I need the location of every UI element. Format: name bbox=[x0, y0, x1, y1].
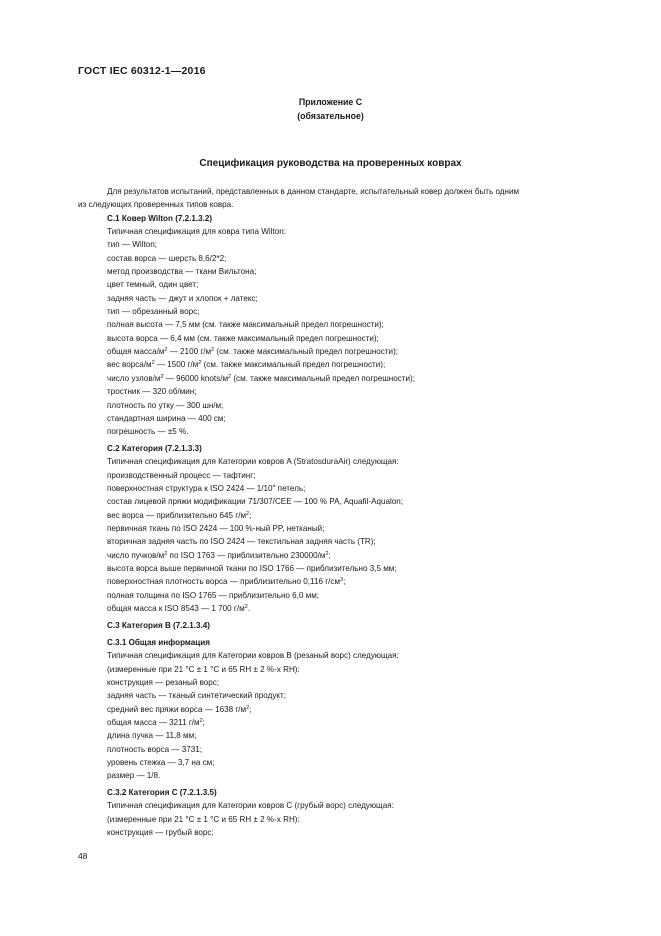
spec-line: Типичная спецификация для Категории ковров A (StratosduraAir) следующая: bbox=[107, 457, 399, 467]
spec-line: плотность по утку — 300 шн/м; bbox=[107, 400, 224, 410]
document-body bbox=[78, 185, 587, 840]
spec-line: стандартная ширина — 400 см; bbox=[107, 413, 226, 423]
spec-line: состав лицевой пряжи модификации 71/307/CEE — 100 % PA, Aquafil-Aqualon; bbox=[107, 497, 404, 507]
section-c2-heading: С.2 Категория (7.2.1.3.3) bbox=[107, 444, 202, 454]
spec-line: первичная ткань по ISO 2424 — 100 %-ный PP, нетканый; bbox=[107, 524, 325, 534]
spec-line: высота ворса — 6,4 мм (см. также максимальный предел погрешности); bbox=[107, 333, 379, 343]
spec-line: (измеренные при 21 °С ± 1 °С и 65 RH ± 2 %-х RH): bbox=[107, 664, 300, 674]
spec-line: Типичная спецификация для ковра типа Wilton: bbox=[107, 227, 286, 237]
spec-line-yarn-weight: средний вес пряжи ворса — 1638 $г/м^2$; bbox=[107, 704, 252, 714]
spec-line: метод производства — ткани Вильтона; bbox=[107, 267, 257, 277]
spec-line: полная толщина по ISO 1765 — приблизительно 6,0 мм; bbox=[107, 590, 320, 600]
spec-line: Типичная спецификация для Категории ковров B (резаный ворс) следующая: bbox=[107, 651, 399, 661]
annex-heading bbox=[0, 95, 661, 123]
annex-status: (обязательное) bbox=[297, 111, 364, 121]
spec-line: задняя часть — джут и хлопок + латекс; bbox=[107, 293, 258, 303]
spec-line: высота ворса выше первичной ткани по ISO 1766 — приблизительно 3,5 мм; bbox=[107, 564, 397, 574]
spec-line: размер — 1/8. bbox=[107, 771, 161, 781]
intro-paragraph-line-2: из следующих проверенных типов ковра. bbox=[78, 200, 234, 210]
document-title: Спецификация руководства на проверенных коврах bbox=[199, 158, 462, 169]
spec-line-tufts: число пучков/$м^2$ по ISO 1763 — приблизительно $230000/м^2$; bbox=[107, 550, 331, 560]
section-c31-heading: С.3.1 Общая информация bbox=[107, 637, 210, 647]
spec-line: тип — Wilton; bbox=[107, 240, 157, 250]
spec-line: уровень стежка — 3,7 на см; bbox=[107, 757, 215, 767]
spec-line-pile-weight: вес ворса/$м^2$ — 1500 $г/м^2$ (см. также максимальный предел погрешности); bbox=[107, 360, 386, 370]
spec-line-knots: число узлов/$м^2$ — 96000 knots/$м^2$ (см. также максимальный предел погрешности); bbox=[107, 373, 415, 383]
document-header: ГОСТ IEC 60312-1—2016 bbox=[78, 65, 206, 77]
spec-line: Типичная спецификация для Категории ковров С (грубый ворс) следующая: bbox=[107, 801, 394, 811]
spec-line: погрешность — ±5 %. bbox=[107, 427, 189, 437]
spec-line: цвет темный, один цвет; bbox=[107, 280, 199, 290]
section-c1-heading: С.1 Ковер Wilton (7.2.1.3.2) bbox=[107, 213, 213, 223]
spec-line-total-mass: общая масса к ISO 8543 — 1 700 $г/м^2$. bbox=[107, 604, 250, 614]
spec-line-pile-weight: вес ворса — приблизительно 645 $г/м^2$; bbox=[107, 510, 252, 520]
spec-line: полная высота — 7,5 мм (см. также максимальный предел погрешности); bbox=[107, 320, 384, 330]
spec-line: плотность ворса — 3731; bbox=[107, 744, 203, 754]
section-c3-heading: С.3 Категория B (7.2.1.3.4) bbox=[107, 621, 210, 630]
spec-line-total-mass: общая масса/$м^2$ — 2100 $г/м^2$ (см. также максимальный предел погрешности); bbox=[107, 347, 399, 357]
spec-line: задняя часть — тканый синтетический продукт; bbox=[107, 691, 286, 701]
spec-line-total-mass: общая масса — 3211 $г/м^2$; bbox=[107, 717, 205, 727]
spec-line: поверхностная структура к ISO 2424 — 1/10" петель; bbox=[107, 484, 306, 494]
section-c32-heading: С.3.2 Категория С (7.2.1.3.5) bbox=[107, 788, 217, 798]
intro-paragraph-line-1: Для результатов испытаний, представленных в данном стандарте, испытательный ковер должен быть одним bbox=[107, 187, 520, 196]
spec-line-density: поверхностная плотность ворса — приблизительно 0,116 $г/см^3$; bbox=[107, 577, 346, 587]
spec-line: производственный процесс — тафтинг; bbox=[107, 470, 256, 480]
spec-line: длина пучка — 11,8 мм; bbox=[107, 731, 197, 741]
page-number: 48 bbox=[78, 851, 88, 861]
spec-line: тростник — 320 об/мин; bbox=[107, 387, 197, 397]
spec-line: вторичная задняя часть по ISO 2424 — текстильная задняя часть (TR); bbox=[107, 537, 376, 547]
annex-label: Приложение С bbox=[298, 97, 363, 107]
spec-line: конструкция — грубый ворс; bbox=[107, 828, 214, 838]
spec-line: конструкция — резаный ворс; bbox=[107, 677, 220, 687]
spec-line: тип — обрезанный ворс; bbox=[107, 307, 200, 317]
spec-line: состав ворса — шерсть 8,6/2*2; bbox=[107, 253, 227, 263]
spec-line: (измеренные при 21 °С ± 1 °С и 65 RH ± 2 %-х RH): bbox=[107, 814, 300, 824]
